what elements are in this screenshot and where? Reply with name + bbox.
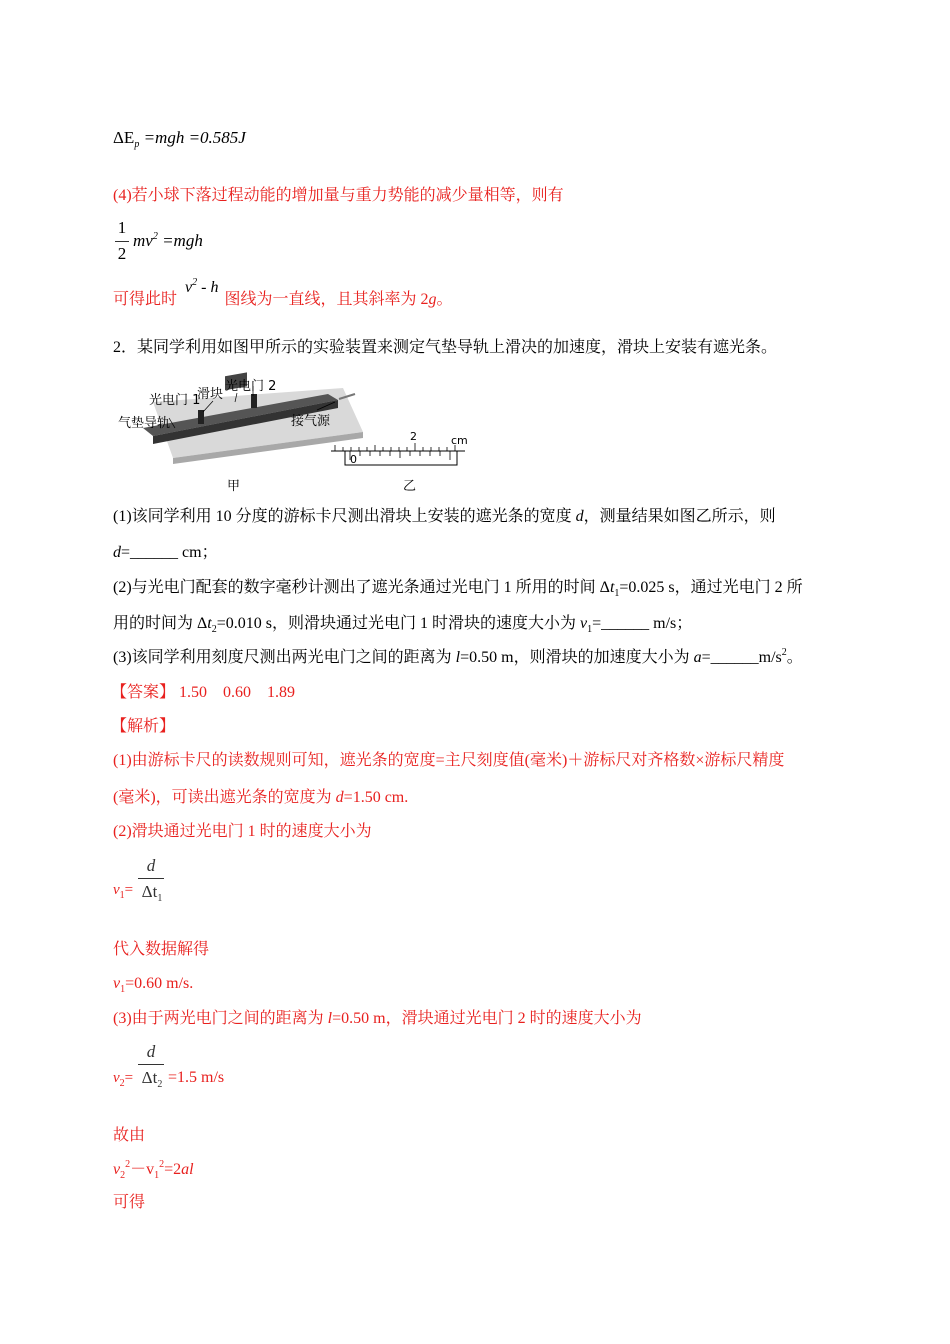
delta-e: ΔE	[113, 128, 135, 147]
analysis-2: (2)滑块通过光电门 1 时的速度大小为	[113, 823, 372, 840]
question-2-part-1: (1)该同学利用 10 分度的游标卡尺测出滑块上安装的遮光条的宽度 d，测量结果如图乙所示，则	[113, 508, 776, 525]
analysis-3: (3)由于两光电门之间的距离为 l=0.50 m，滑块通过光电门 2 时的速度大小为	[113, 1010, 642, 1027]
frac-bar-2	[138, 1064, 164, 1065]
label-air-source: 接气源	[291, 414, 331, 429]
half-mv2-rhs	[133, 231, 203, 254]
v2-value: =1.5 m/s	[168, 1069, 225, 1086]
substitute-text: 代入数据解得	[113, 941, 210, 958]
gate-2	[251, 394, 257, 408]
slope-g: g	[428, 291, 437, 308]
part-4-text: (4)若小球下落过程动能的增加量与重力势能的减少量相等，则有	[113, 187, 564, 204]
equals-mgh: =mgh	[162, 231, 203, 250]
question-2-part-1-blank: d=______ cm；	[113, 544, 218, 561]
answer-label: 【答案】	[111, 684, 176, 701]
figure	[113, 372, 493, 494]
half-denominator: 2	[117, 244, 127, 263]
question-2-part-2: (2)与光电门配套的数字毫秒计测出了遮光条通过光电门 1 所用的时间 $\Delta t_1=0.025$ s，通过光电门 2 所	[113, 579, 803, 599]
slope-text-b: 图线为一直线，且其斜率为 2	[224, 291, 429, 308]
frac-d-2: d	[146, 1042, 156, 1061]
vernier-ticks	[350, 451, 450, 460]
question-2-part-2-cont: 用的时间为 $\Delta t_2=0.010$ s，则滑块通过光电门 1 时滑块的速度大小为 $v_1=\_\_\_\_\_\_$ m/s；	[113, 615, 693, 635]
half-numerator: 1	[117, 218, 127, 237]
analysis-1b: (毫米)，可读出遮光条的宽度为 d=1.50 cm.	[113, 789, 409, 806]
v2-h-label: $v^2$ - h	[185, 277, 219, 296]
fraction-bar	[115, 241, 129, 242]
analysis-label: 【解析】	[111, 718, 176, 735]
label-air-track: 气垫导轨	[118, 416, 171, 431]
label-gate-1: 光电门 1	[149, 393, 201, 408]
label-zero: 0	[350, 453, 357, 466]
v1-result: $v_1=0.60$ m/s.	[113, 975, 194, 995]
question-2-stem: 2．某同学利用如图甲所示的实验装置来测定气垫导轨上滑决的加速度，滑块上安装有遮光条。	[113, 339, 778, 356]
question-2-part-3: (3)该同学利用刻度尺测出两光电门之间的距离为 l=0.50 m，则滑块的加速度大小为 $a=\_\_\_\_\_\_m/s^2$。	[113, 647, 803, 666]
gate-1	[198, 410, 204, 424]
frac-bar-1	[138, 878, 164, 879]
answer-values: 1.50 0.60 1.89	[179, 684, 296, 701]
frac-den-1: $\Delta t_1$	[141, 882, 163, 904]
potential-energy-equation	[113, 128, 246, 151]
kinematics-equation: $v_2^2-v_1^2=2al$	[113, 1159, 194, 1181]
slope-text-c: 。	[436, 291, 453, 308]
ep-rhs: =mgh =0.585J	[143, 128, 246, 147]
mv: mv	[133, 231, 153, 250]
answer-line	[111, 683, 295, 703]
label-slider: 滑块	[197, 387, 224, 402]
label-yi: 乙	[403, 479, 417, 494]
label-jia: 甲	[227, 479, 241, 494]
v1-lhs: $v_1=$	[113, 882, 134, 901]
frac-den-2: $\Delta t_2$	[141, 1068, 163, 1090]
slope-conclusion	[113, 277, 453, 312]
label-two: 2	[410, 430, 417, 443]
main-scale-ticks	[335, 443, 455, 451]
kede: 可得	[113, 1194, 146, 1211]
label-gate-2: 光电门 2	[225, 379, 277, 394]
slope-text-a: 可得此时	[113, 291, 178, 308]
subscript-p: p	[134, 139, 140, 150]
v2-lhs: $v_2=$	[113, 1070, 134, 1089]
square-sup: 2	[152, 231, 158, 242]
gu-you: 故由	[113, 1127, 146, 1144]
frac-d-1: d	[146, 856, 156, 875]
label-cm: cm	[451, 434, 468, 447]
analysis-1a: (1)由游标卡尺的读数规则可知，遮光条的宽度=主尺刻度值(毫米)＋游标尺对齐格数×游标尺精度	[113, 752, 785, 769]
